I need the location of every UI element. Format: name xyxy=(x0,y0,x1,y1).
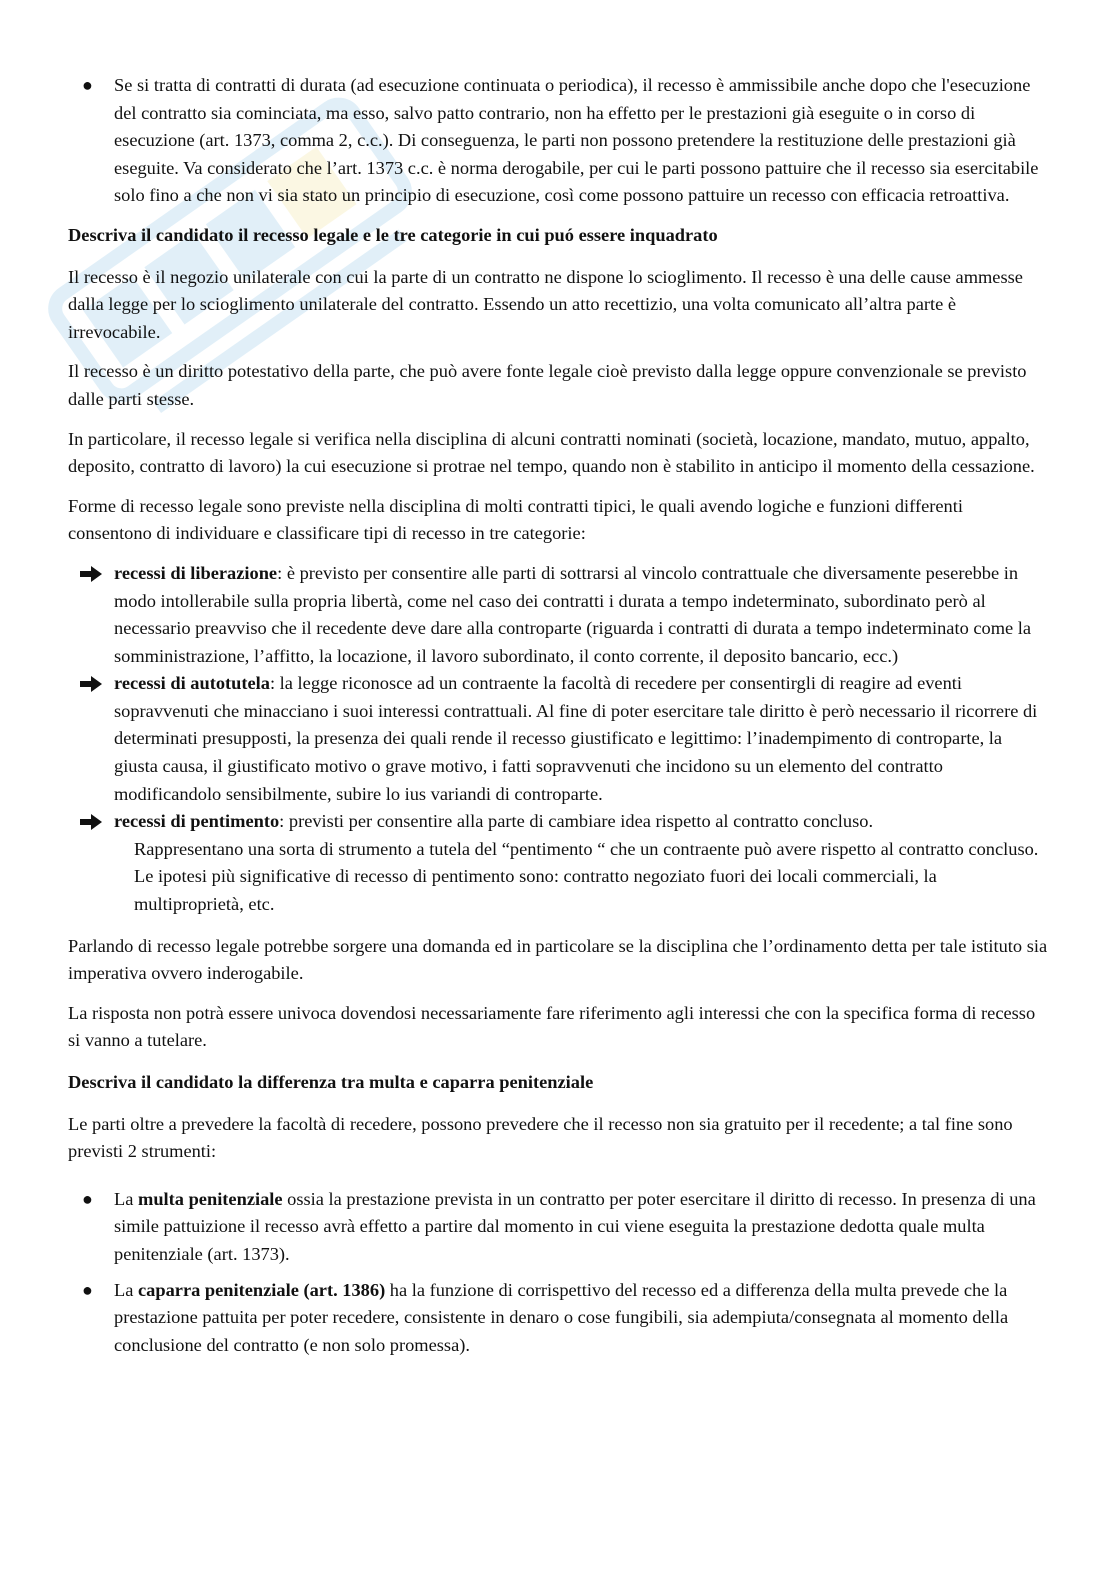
arrow-right-icon xyxy=(80,814,102,830)
list-item xyxy=(68,808,1048,918)
paragraph: Le parti oltre a prevedere la facoltà di recedere, possono prevedere che il recesso non sia gratuito per il recedente; a tal fine sono previsti 2 strumenti: xyxy=(68,1113,1013,1162)
item-prefix: La xyxy=(114,1279,138,1300)
penitenziale-list xyxy=(68,1186,1048,1360)
paragraph: Forme di recesso legale sono previste nella disciplina di molti contratti tipici, le quali avendo logiche e funzioni differenti consentono di individuare e classificare tipi di recesso in tre categorie: xyxy=(68,495,963,544)
item-prefix: La xyxy=(114,1188,138,1209)
list-item xyxy=(68,72,1048,210)
document-body xyxy=(68,72,1048,1371)
item-text: ha la funzione di corrispettivo del recesso ed a differenza della multa prevede che la prestazione pattuita per poter recedere, consistente in denaro o cose fungibili, sia adempiuta/consegnata al momento della conclusione del contratto (e non solo promessa). xyxy=(114,1279,1009,1355)
item-term: multa penitenziale xyxy=(138,1188,283,1209)
list-item xyxy=(68,670,1048,808)
category-text: : la legge riconosce ad un contraente la facoltà di recedere per consentirgli di reagire ad eventi sopravvenuti che minacciano i suoi interessi contrattuali. Al fine di poter esercitare tale diritto è però necessario il ricorrere di determinati presupposti, la presenza dei quali rende il recesso giustificato e legittimo: l’inadempimento di controparte, la giusta causa, il giustificato motivo o grave motivo, i fatti sopravvenuti che incidono su un elemento del contratto modificandolo sensibilmente, subire lo ius variandi di controparte. xyxy=(114,673,1038,804)
list-item xyxy=(68,1277,1048,1360)
list-item xyxy=(68,1186,1048,1269)
intro-bullet-text: Se si tratta di contratti di durata (ad esecuzione continuata o periodica), il recesso è ammissibile anche dopo che l'esecuzione del contratto sia cominciata, ma esso, salvo patto contrario, non ha effetto per le prestazioni già eseguite o in corso di esecuzione (art. 1373, comma 2, c.c.). Di conseguenza, le parti non possono pretendere la restituzione delle prestazioni già eseguite. Va considerato che l’art. 1373 c.c. è norma derogabile, per cui le parti possono pattuire che il recesso sia esercitabile solo fino a che non vi sia stato un principio di esecuzione, così come possono pattuire un recesso con efficacia retroattiva. xyxy=(114,75,1039,206)
paragraph: Il recesso è il negozio unilaterale con cui la parte di un contratto ne dispone lo scioglimento. Il recesso è una delle cause ammesse dalla legge per lo scioglimento unilaterale del contratto. Essendo un atto recettizio, una volta comunicato all’altra parte è irrevocabile. xyxy=(68,266,1023,342)
arrow-right-icon xyxy=(80,676,102,692)
category-continuation: Rappresentano una sorta di strumento a tutela del “pentimento “ che un contraente può avere rispetto al contratto concluso. Le ipotesi più significative di recesso di pentimento sono: contratto negoziato fuori dei locali commerciali, la multiproprietà, etc. xyxy=(134,838,1039,915)
bullet-icon: ● xyxy=(82,75,93,95)
list-item xyxy=(68,560,1048,670)
category-text: : previsti per consentire alla parte di cambiare idea rispetto al contratto concluso. xyxy=(279,811,874,832)
category-text: : è previsto per consentire alle parti di sottrarsi al vincolo contrattuale che diversamente peserebbe in modo intollerabile sulla propria libertà, come nel caso dei contratti i durata a tempo indeterminato, subordinato però al necessario preavviso che il recedente deve dare alla controparte (riguarda i contratti di durata a tempo indeterminato come la somministrazione, l’affitto, la locazione, il lavoro subordinato, il conto corrente, il deposito bancario, ecc.) xyxy=(114,562,1032,666)
paragraph: La risposta non potrà essere univoca dovendosi necessariamente fare riferimento agli interessi che con la specifica forma di recesso si vanno a tutelare. xyxy=(68,1002,1036,1051)
intro-bullet-list xyxy=(68,72,1048,210)
item-term: caparra penitenziale (art. 1386) xyxy=(138,1279,386,1300)
bullet-icon: ● xyxy=(82,1279,93,1300)
recesso-categories-list xyxy=(68,560,1048,919)
category-term: recessi di pentimento xyxy=(114,811,280,832)
section-heading-multa-caparra: Descriva il candidato la differenza tra multa e caparra penitenziale xyxy=(68,1072,594,1092)
paragraph: In particolare, il recesso legale si verifica nella disciplina di alcuni contratti nominati (società, locazione, mandato, mutuo, appalto, deposito, contratto di lavoro) la cui esecuzione si protrae nel tempo, quando non è stabilito in anticipo il momento della cessazione. xyxy=(68,428,1035,477)
bullet-icon: ● xyxy=(82,1188,93,1209)
paragraph: Parlando di recesso legale potrebbe sorgere una domanda ed in particolare se la disciplina che l’ordinamento detta per tale istituto sia imperativa ovvero inderogabile. xyxy=(68,935,1048,984)
category-term: recessi di autotutela xyxy=(114,673,270,694)
section-heading-recesso-legale: Descriva il candidato il recesso legale e le tre categorie in cui puó essere inquadrato xyxy=(68,224,718,245)
item-text: ossia la prestazione prevista in un contratto per poter esercitare il diritto di recesso. In presenza di una simile pattuizione il recesso avrà effetto a partire dal momento in cui viene eseguita la prestazione dedotta quale multa penitenziale (art. 1373). xyxy=(114,1188,1036,1264)
paragraph: Il recesso è un diritto potestativo della parte, che può avere fonte legale cioè previsto dalla legge oppure convenzionale se previsto dalle parti stesse. xyxy=(68,361,1027,409)
category-term: recessi di liberazione xyxy=(114,562,278,583)
arrow-right-icon xyxy=(80,566,102,582)
